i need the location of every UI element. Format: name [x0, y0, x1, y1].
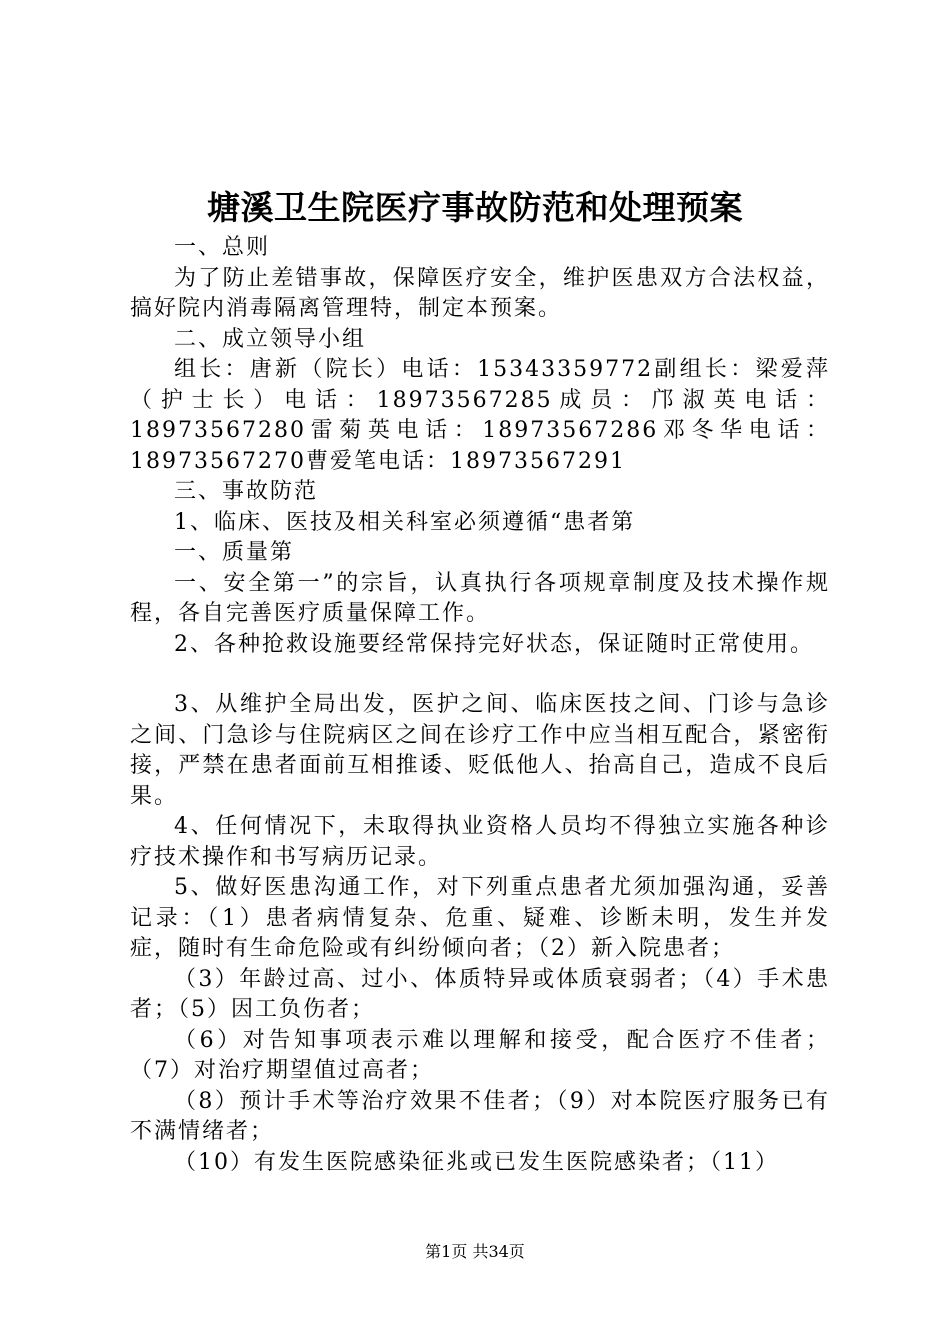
- paragraph-item-1-quality: 一、质量第: [174, 540, 295, 565]
- document-body: [130, 233, 830, 1178]
- paragraph-item-1-safety: 一、安全第一”的宗旨，认真执行各项规章制度及技术操作规程，各自完善医疗质量保障工作。: [130, 570, 830, 626]
- paragraph-item-5-3-5: （3）年龄过高、过小、体质特异或体质衰弱者；（4）手术患者；（5）因工负伤者；: [130, 966, 830, 1022]
- section-heading-general: 一、总则: [174, 235, 271, 260]
- paragraph-item-1: 1、临床、医技及相关科室必须遵循“患者第: [174, 509, 636, 535]
- paragraph-item-5-8-9: （8）预计手术等治疗效果不佳者；（9）对本院医疗服务已有不满情绪者；: [130, 1088, 830, 1144]
- paragraph-gap: [130, 660, 830, 690]
- paragraph-item-5-10-11: （10）有发生医院感染征兆或已发生医院感染者；（11）: [174, 1149, 779, 1175]
- paragraph-purpose: 为了防止差错事故，保障医疗安全，维护医患双方合法权益，搞好院内消毒隔离管理特，制定本预案。: [130, 265, 830, 321]
- paragraph-item-5: 5、做好医患沟通工作，对下列重点患者尤须加强沟通，妥善记录：（1）患者病情复杂、危重、疑难、诊断未明，发生并发症，随时有生命危险或有纠纷倾向者；（2）新入院患者；: [130, 875, 830, 961]
- document-title: 塘溪卫生院医疗事故防范和处理预案: [207, 188, 743, 227]
- page-footer: 第1页 共34页: [425, 1242, 525, 1261]
- paragraph-leadership-members: 组长：唐新（院长）电话：15343359772副组长：梁爱萍（护士长）电话：18973567285成员：邝淑英电话：18973567280雷菊英电话：18973567286邓冬华电话：18973567270曹爱笔电话：18973567291: [130, 357, 830, 474]
- paragraph-item-3: 3、从维护全局出发，医护之间、临床医技之间、门诊与急诊之间、门急诊与住院病区之间在诊疗工作中应当相互配合，紧密衔接，严禁在患者面前互相推诿、贬低他人、抬高自己，造成不良后果。: [130, 692, 830, 809]
- section-heading-prevention: 三、事故防范: [174, 479, 319, 504]
- paragraph-item-2: 2、各种抢救设施要经常保持完好状态，保证随时正常使用。: [174, 631, 814, 657]
- paragraph-item-5-6-7: （6）对告知事项表示难以理解和接受，配合医疗不佳者；（7）对治疗期望值过高者；: [130, 1027, 830, 1083]
- section-heading-leadership: 二、成立领导小组: [174, 326, 367, 352]
- paragraph-item-4: 4、任何情况下，未取得执业资格人员均不得独立实施各种诊疗技术操作和书写病历记录。: [130, 814, 830, 870]
